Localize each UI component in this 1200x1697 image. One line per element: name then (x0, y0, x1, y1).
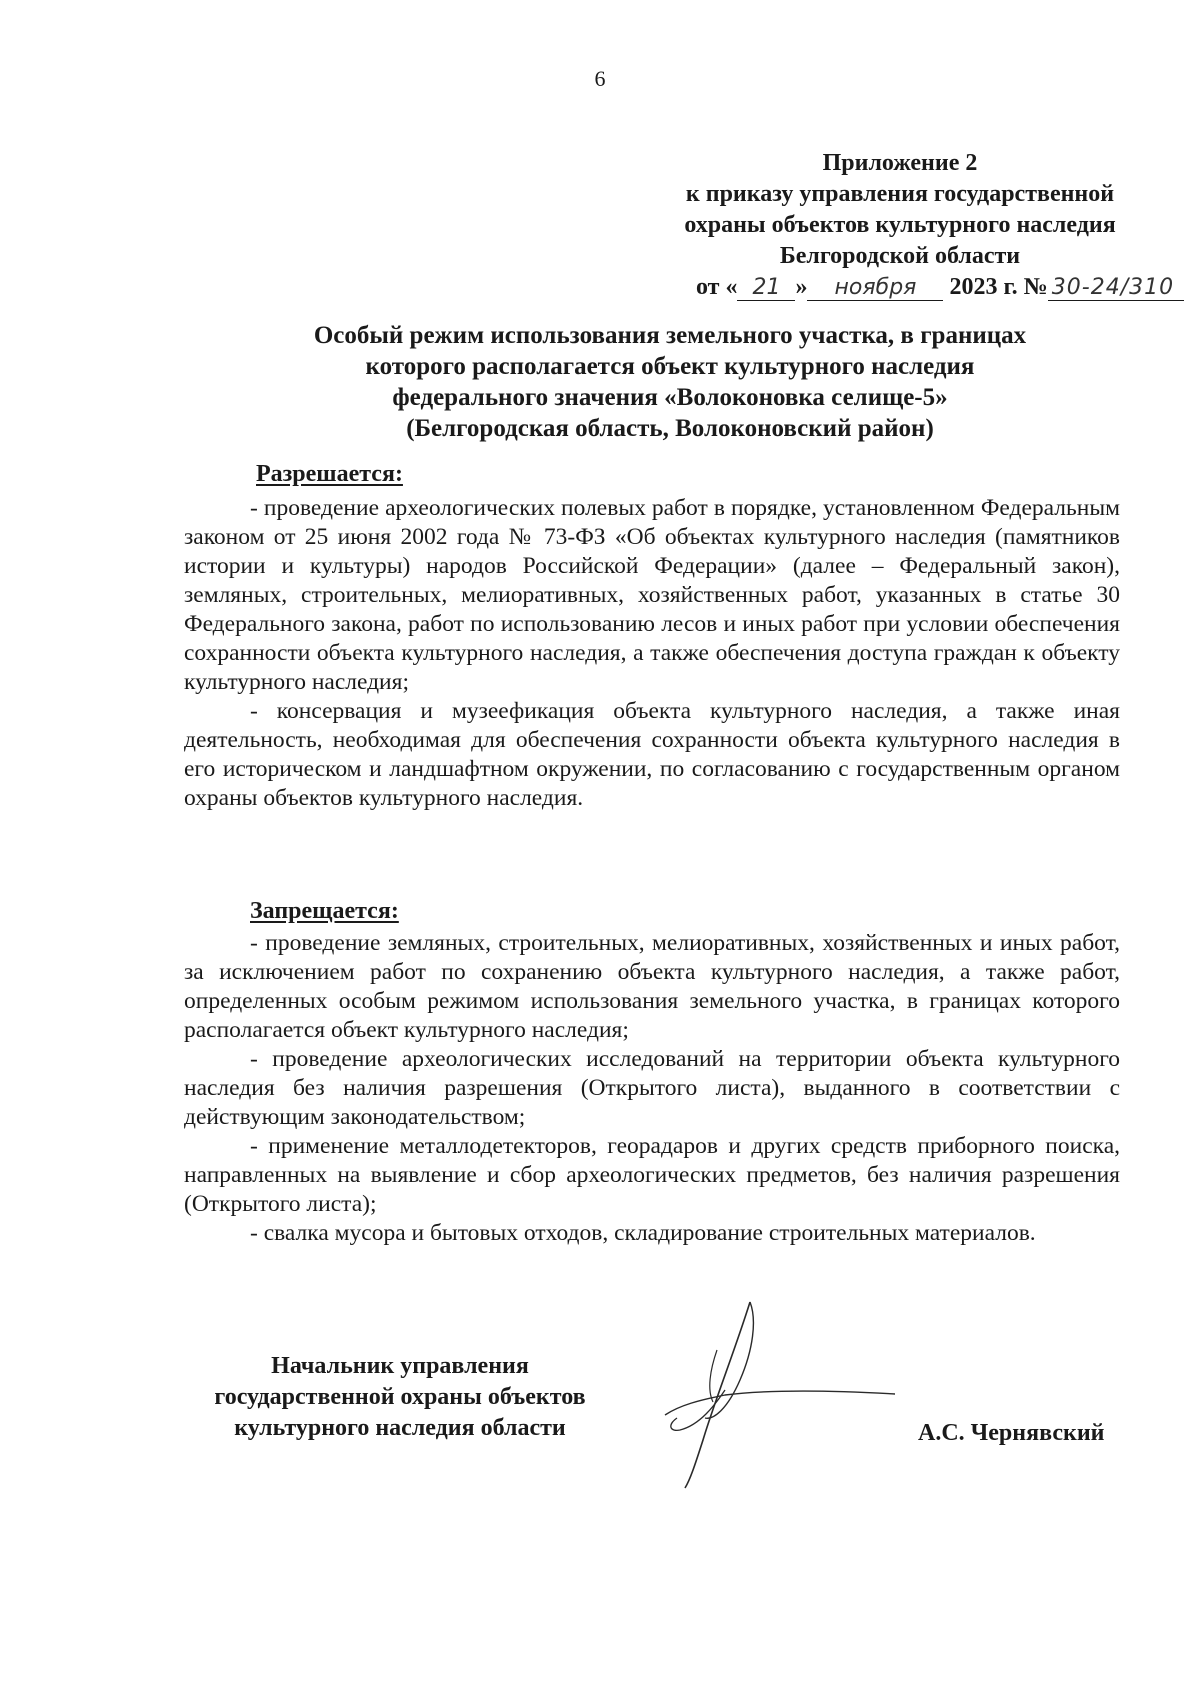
signatory-position (180, 1351, 620, 1444)
allowed-item: - консервация и музеефикация объекта культурного наследия, а также иная деятельность, необходимая для обеспечения сохранности объекта культурного наследия в его историческом и ландшафтном окружении, по согласованию с государственным органом охраны объектов культурного наследия. (184, 698, 1120, 811)
allowed-heading: Разрешается: (256, 461, 403, 487)
position-line: государственной охраны объектов (214, 1384, 586, 1410)
handwritten-month: ноября (807, 276, 943, 301)
position-line: культурного наследия области (234, 1415, 566, 1441)
appendix-line: к приказу управления государственной (685, 181, 1115, 207)
title-line: Особый режим использования земельного участка, в границах (313, 322, 1027, 349)
handwritten-order-number: 30-24/310 (1048, 276, 1184, 301)
document-title (240, 320, 1100, 444)
handwritten-signature (655, 1290, 895, 1490)
title-line: федерального значения «Волоконовка селище-5» (392, 384, 948, 411)
appendix-line: Приложение 2 (822, 150, 978, 176)
allowed-section (184, 494, 1120, 813)
forbidden-heading: Запрещается: (250, 898, 399, 924)
forbidden-item: - проведение археологических исследований на территории объекта культурного наследия без наличия разрешения (Открытого листа), выданного в соответствии с действующим законодательством; (184, 1046, 1120, 1130)
forbidden-item: - свалка мусора и бытовых отходов, складирование строительных материалов. (250, 1220, 1036, 1246)
date-year: 2023 г. № (949, 274, 1048, 300)
page-number: 6 (594, 66, 606, 91)
date-close-quote: » (795, 274, 808, 300)
title-line: (Белгородская область, Волоконовский район) (406, 415, 934, 442)
order-date-line (640, 272, 1175, 303)
forbidden-section (184, 929, 1120, 1248)
forbidden-item: - проведение земляных, строительных, мелиоративных, хозяйственных и иных работ, за исключением работ по сохранению объекта культурного наследия, а также работ, определенных особым режимом использования земельного участка, в границах которого располагается объект культурного наследия; (184, 930, 1120, 1043)
position-line: Начальник управления (271, 1353, 529, 1379)
appendix-header (640, 148, 1175, 303)
date-prefix: от « (696, 274, 738, 300)
title-line: которого располагается объект культурного наследия (365, 353, 975, 380)
forbidden-item: - применение металлодетекторов, георадаров и других средств приборного поиска, направленных на выявление и сбор археологических предметов, без наличия разрешения (Открытого листа); (184, 1133, 1120, 1217)
appendix-line: охраны объектов культурного наследия (684, 212, 1116, 238)
handwritten-day: 21 (737, 276, 795, 301)
signatory-name: А.С. Чернявский (918, 1420, 1105, 1446)
appendix-line: Белгородской области (779, 243, 1021, 269)
allowed-item: - проведение археологических полевых работ в порядке, установленном Федеральным законом от 25 июня 2002 года № 73-ФЗ «Об объектах культурного наследия (памятников истории и культуры) народов Российской Федерации» (далее – Федеральный закон), земляных, строительных, мелиоративных, хозяйственных работ, указанных в статье 30 Федерального закона, работ по использованию лесов и иных работ при условии обеспечения сохранности объекта культурного наследия, а также обеспечения доступа граждан к объекту культурного наследия; (184, 495, 1120, 695)
